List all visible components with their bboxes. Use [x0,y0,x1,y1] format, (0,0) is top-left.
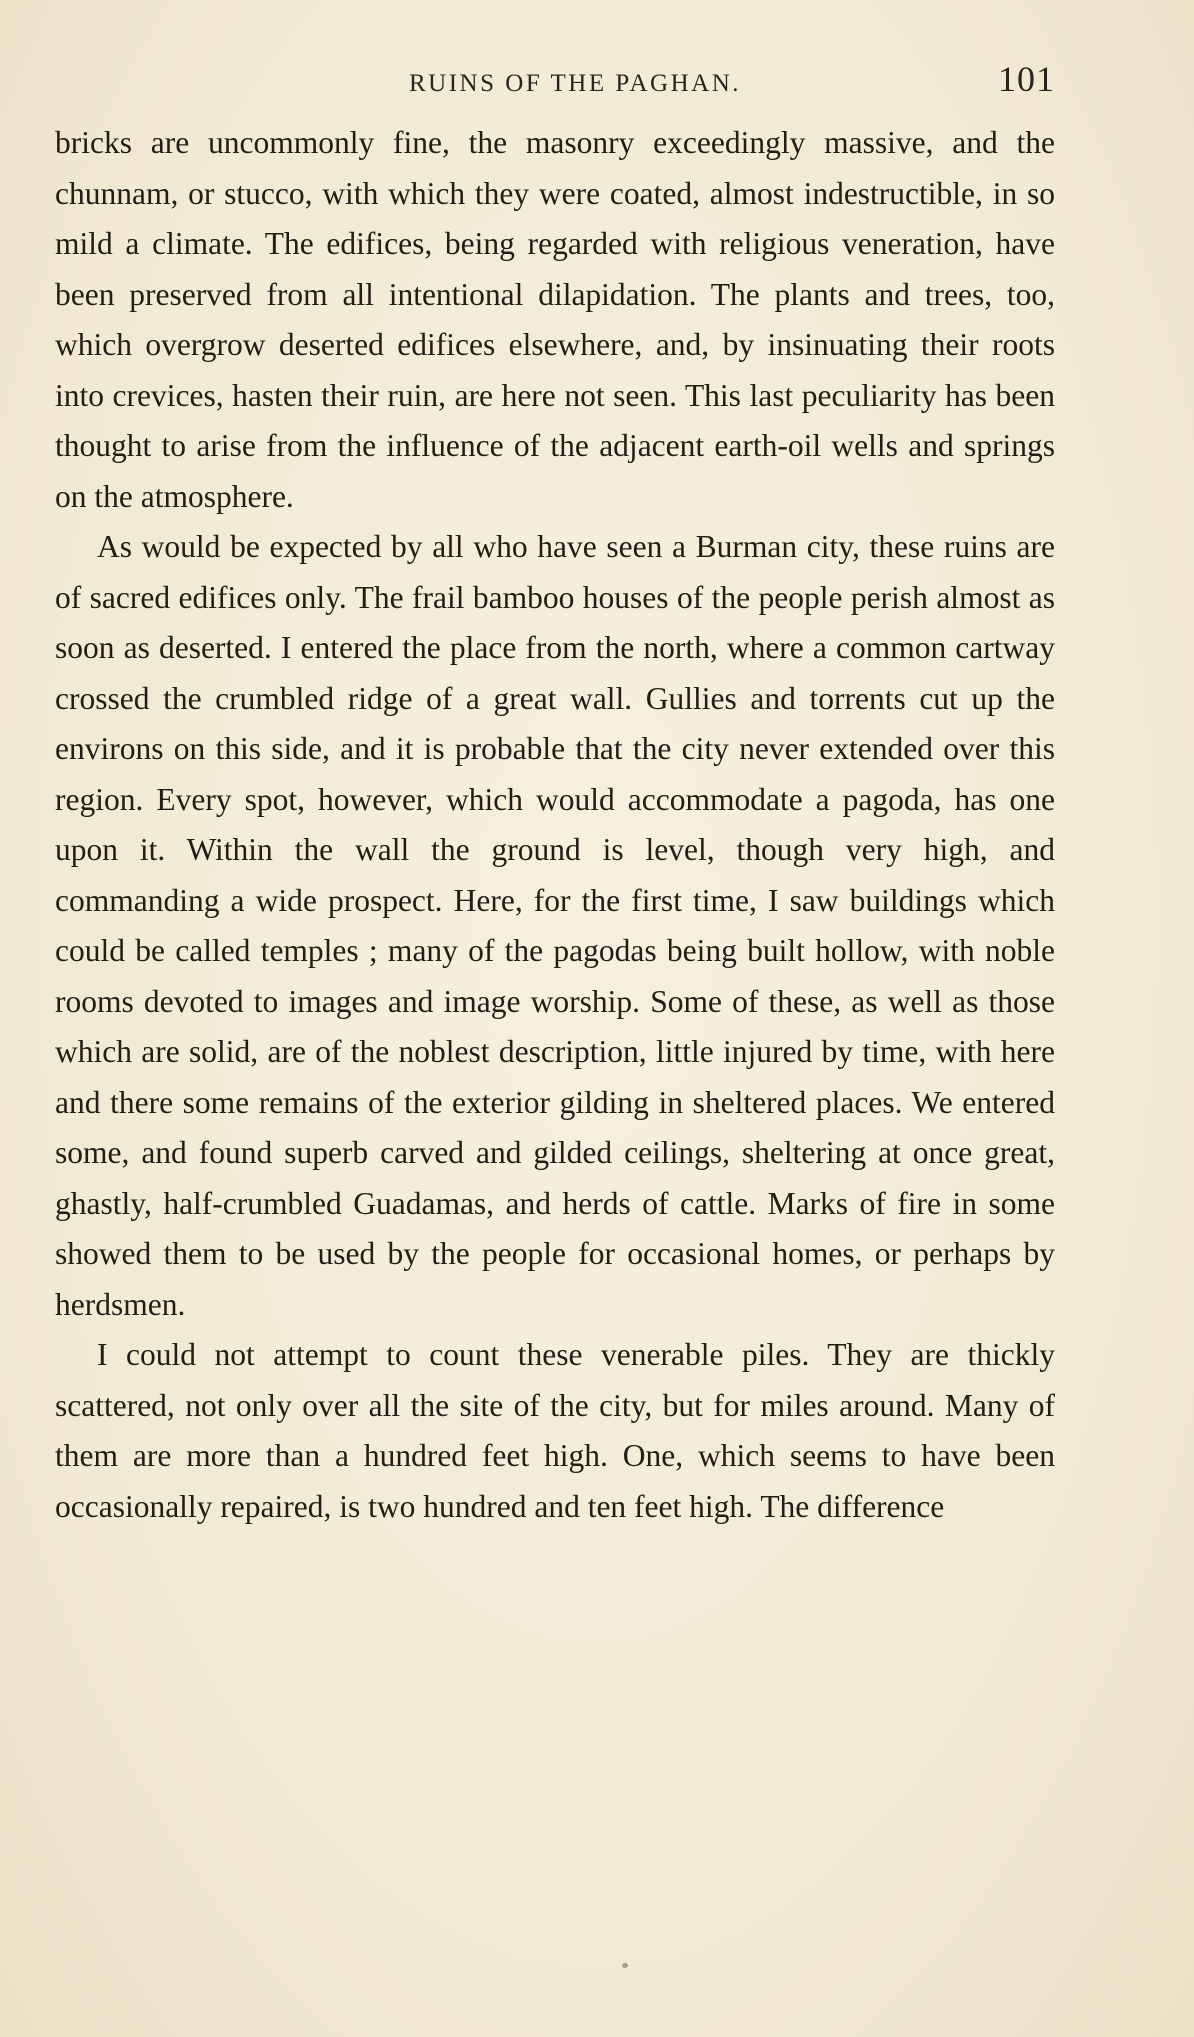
paragraph-2: As would be expected by all who have seen a Burman city, these ruins are of sacred edifices only. The frail bamboo houses of the people perish almost as soon as deserted. I entered the place from the north, where a common cartway crossed the crumbled ridge of a great wall. Gullies and torrents cut up the environs on this side, and it is probable that the city never extended over this region. Every spot, however, which would accommodate a pagoda, has one upon it. Within the wall the ground is level, though very high, and commanding a wide prospect. Here, for the first time, I saw buildings which could be called temples ; many of the pagodas being built hollow, with noble rooms devoted to images and image worship. Some of these, as well as those which are solid, are of the noblest description, little injured by time, with here and there some remains of the exterior gilding in sheltered places. We entered some, and found superb carved and gilded ceilings, sheltering at once great, ghastly, half-crumbled Guadamas, and herds of cattle. Marks of fire in some showed them to be used by the people for occasional homes, or perhaps by herdsmen. [55,529,1055,1322]
page-number: 101 [998,59,1055,99]
running-head: RUINS OF THE PAGHAN. [409,70,741,97]
body-text [55,118,1055,1532]
page-header [55,58,1055,108]
paragraph-3: I could not attempt to count these venerable piles. They are thickly scattered, not only over all the site of the city, but for miles around. Many of them are more than a hundred feet high. One, which seems to have been occasionally repaired, is two hundred and ten feet high. The difference [55,1337,1055,1524]
paper-speck [622,1963,628,1968]
paragraph-1: bricks are uncommonly fine, the masonry exceedingly massive, and the chunnam, or stucco, with which they were coated, almost indestructible, in so mild a climate. The edifices, being regarded with religious veneration, have been preserved from all intentional dilapidation. The plants and trees, too, which overgrow deserted edifices elsewhere, and, by insinuating their roots into crevices, hasten their ruin, are here not seen. This last peculiarity has been thought to arise from the influence of the adjacent earth-oil wells and springs on the atmosphere. [55,125,1055,514]
